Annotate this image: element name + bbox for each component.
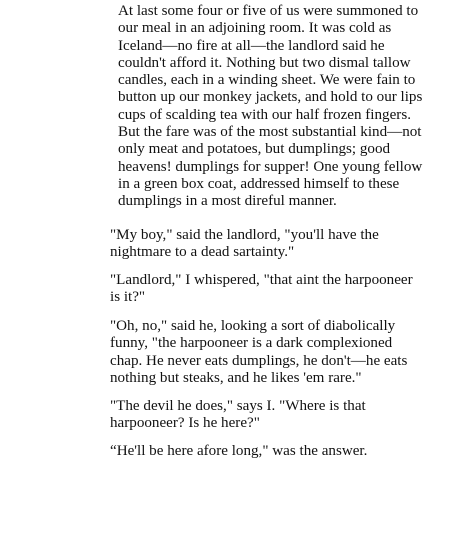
text-line: "Oh, no," said he, looking a sort of diabolically (110, 318, 396, 334)
text-line: is it?" (110, 289, 146, 306)
text-line: heavens! dumplings for supper! One young fellow (118, 158, 423, 175)
text-line: dumplings in a most direful manner. (118, 193, 337, 210)
text-line: our meal in an adjoining room. It was cold as (118, 20, 392, 37)
text-line: couldn't afford it. Nothing but two dismal tallow (118, 54, 411, 71)
text-line: only meat and potatoes, but dumplings; good (118, 141, 391, 158)
text-line: "My boy," said the landlord, "you'll have the (110, 227, 379, 243)
paragraph-supper (118, 3, 422, 211)
text-line: in a green box coat, addressed himself to these (118, 175, 400, 192)
text-line: funny, "the harpooneer is a dark complexioned (110, 335, 393, 352)
text-line: At last some four or five of us were summoned to (118, 3, 419, 19)
text-line: nightmare to a dead sartainty." (110, 244, 295, 261)
text-line: button up our monkey jackets, and hold to our lips (118, 89, 423, 106)
text-line: harpooneer? Is he here?" (110, 415, 260, 432)
paragraph-landlord-whisper (110, 272, 413, 307)
text-line: cups of scalding tea with our half frozen fingers. (118, 106, 411, 123)
paragraph-devil (110, 398, 366, 433)
paragraph-oh-no (110, 318, 407, 387)
text-line: candles, each in a winding sheet. We were fain to (118, 72, 416, 89)
text-line: “He'll be here afore long," was the answer. (110, 443, 368, 459)
text-line: "The devil he does," says I. "Where is that (110, 398, 366, 414)
text-line: "Landlord," I whispered, "that aint the harpooneer (110, 272, 413, 288)
text-line: chap. He never eats dumplings, he don't—he eats (110, 352, 408, 369)
paragraph-my-boy (110, 227, 379, 262)
paragraph-afore-long (110, 443, 367, 460)
text-line: Iceland—no fire at all—the landlord said he (118, 37, 385, 54)
text-line: But the fare was of the most substantial kind—not (118, 124, 422, 141)
text-line: nothing but steaks, and he likes 'em rare." (110, 369, 362, 386)
